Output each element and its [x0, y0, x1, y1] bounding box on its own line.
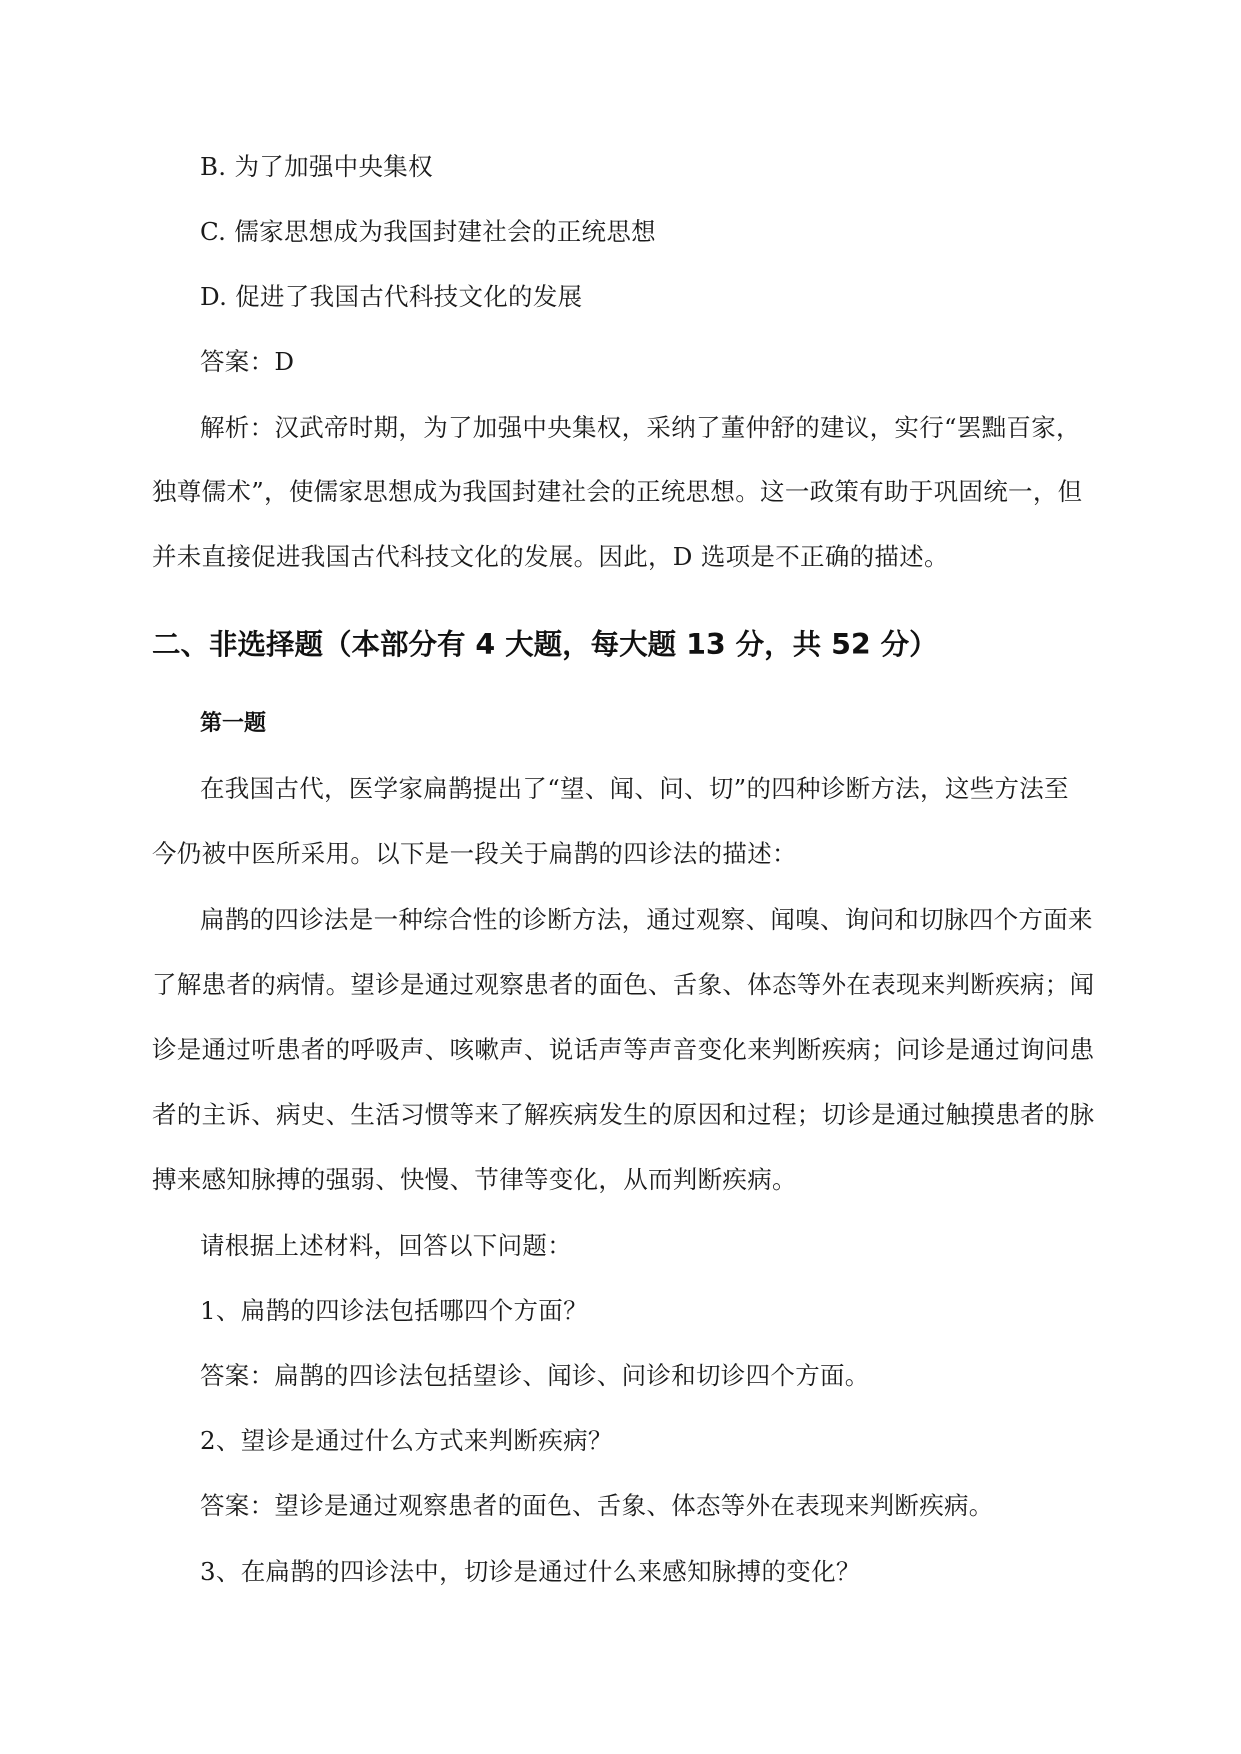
- explanation-line-2: 独尊儒术”，使儒家思想成为我国封建社会的正统思想。这一政策有助于巩固统一，但: [152, 477, 1083, 506]
- sub-question-2: 2、望诊是通过什么方式来判断疾病？: [200, 1426, 613, 1455]
- sub-question-1: 1、扁鹊的四诊法包括哪四个方面？: [200, 1296, 588, 1325]
- question-title: 第一题: [200, 711, 267, 736]
- answer-line: 答案：D: [200, 347, 295, 376]
- option-d: D. 促进了我国古代科技文化的发展: [200, 282, 583, 311]
- intro-line-2: 今仍被中医所采用。以下是一段关于扁鹊的四诊法的描述：: [152, 839, 797, 868]
- material-line-1: 扁鹊的四诊法是一种综合性的诊断方法，通过观察、闻嗅、询问和切脉四个方面来: [200, 905, 1093, 934]
- option-b: B. 为了加强中央集权: [200, 152, 433, 181]
- sub-question-3: 3、在扁鹊的四诊法中，切诊是通过什么来感知脉搏的变化？: [200, 1557, 861, 1586]
- material-line-2: 了解患者的病情。望诊是通过观察患者的面色、舌象、体态等外在表现来判断疾病；闻: [152, 970, 1095, 999]
- sub-answer-1: 答案：扁鹊的四诊法包括望诊、闻诊、问诊和切诊四个方面。: [200, 1361, 870, 1390]
- explanation-line-3: 并未直接促进我国古代科技文化的发展。因此，D 选项是不正确的描述。: [152, 542, 949, 571]
- explanation-line-1: 解析：汉武帝时期，为了加强中央集权，采纳了董仲舒的建议，实行“罢黜百家，: [200, 413, 1081, 442]
- intro-line-1: 在我国古代，医学家扁鹊提出了“望、闻、问、切”的四种诊断方法，这些方法至: [200, 774, 1069, 803]
- material-line-3: 诊是通过听患者的呼吸声、咳嗽声、说话声等声音变化来判断疾病；问诊是通过询问患: [152, 1035, 1095, 1064]
- material-line-4: 者的主诉、病史、生活习惯等来了解疾病发生的原因和过程；切诊是通过触摸患者的脉: [152, 1100, 1095, 1129]
- section-heading: 二、非选择题（本部分有 4 大题，每大题 13 分，共 52 分）: [152, 628, 938, 661]
- prompt-line: 请根据上述材料，回答以下问题：: [200, 1231, 572, 1260]
- material-line-5: 搏来感知脉搏的强弱、快慢、节律等变化，从而判断疾病。: [152, 1165, 797, 1194]
- sub-answer-2: 答案：望诊是通过观察患者的面色、舌象、体态等外在表现来判断疾病。: [200, 1491, 994, 1520]
- option-c: C. 儒家思想成为我国封建社会的正统思想: [200, 217, 656, 246]
